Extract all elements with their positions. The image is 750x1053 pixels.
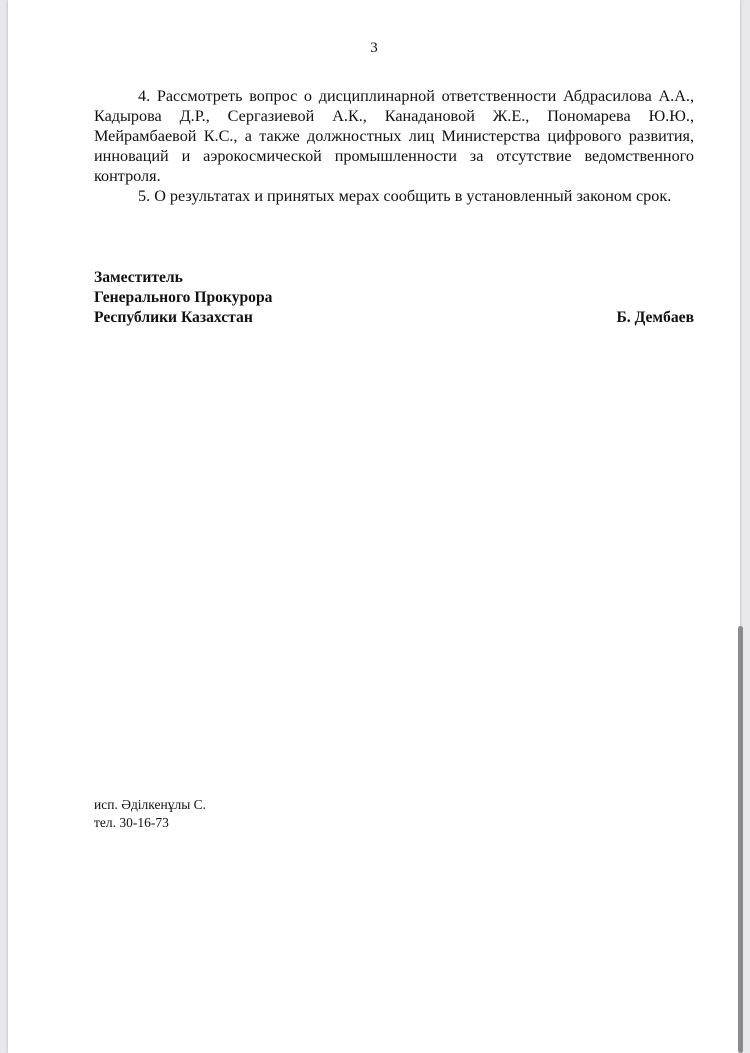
executor-phone: тел. 30-16-73 [94,815,169,830]
page-number: 3 [370,40,378,56]
paragraph-4: 4. Рассмотреть вопрос о дисциплинарной ответственности Абдрасилова А.А., Кадырова Д.Р., Сергазиевой А.К., Канадановой Ж.Е., Пономарева Ю.Ю., Мейрамбаевой К.С., а также должностных лиц Министерства цифрового развития, инноваций и аэрокосмической промышленности за отсутствие ведомственного контроля. [94,87,694,185]
signatory-name: Б. Дембаев [616,309,694,326]
document-page [8,0,740,1053]
executor-name: исп. Әділкенұлы С. [94,797,207,812]
signatory-title-line-3: Республики Казахстан [94,309,253,326]
signature-block [94,268,694,328]
signatory-title-line-2: Генерального Прокурора [94,289,273,306]
executor-footer [94,796,206,832]
document-body [94,86,694,206]
vertical-scrollbar[interactable] [738,626,743,1053]
signatory-title-line-1: Заместитель [94,269,183,286]
paragraph-5: 5. О результатах и принятых мерах сообщить в установленный законом срок. [138,187,672,205]
